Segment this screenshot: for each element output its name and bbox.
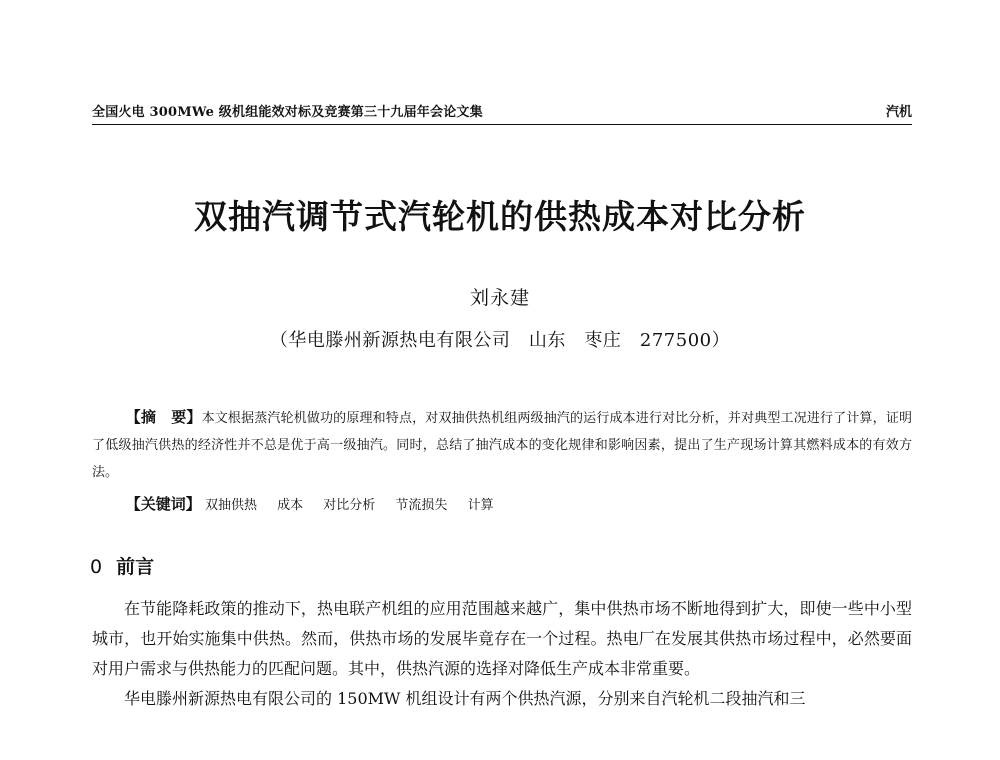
proceedings-title: 全国火电 300MWe 级机组能效对标及竞赛第三十九届年会论文集 — [92, 105, 483, 120]
section-title: 前言 — [116, 556, 155, 578]
keyword-item: 双抽供热 — [204, 498, 257, 513]
keyword-item: 节流损失 — [395, 498, 448, 513]
section-heading — [90, 552, 154, 579]
body-paragraph: 在节能降耗政策的推动下，热电联产机组的应用范围越来越广，集中供热市场不断地得到扩大，即使一些中小型城市，也开始实施集中供热。然而，供热市场的发展毕竟存在一个过程。热电厂在发展其供热市场过程中，必然要面对用户需求与供热能力的匹配问题。其中，供热汽源的选择对降低生产成本非常重要。 — [92, 599, 912, 678]
section-number: 0 — [90, 556, 103, 578]
keyword-item: 成本 — [277, 498, 304, 513]
abstract-label: 【摘 要】 — [125, 408, 202, 426]
abstract-text: 本文根据蒸汽轮机做功的原理和特点，对双抽供热机组两级抽汽的运行成本进行对比分析，并对典型工况进行了计算，证明了低级抽汽供热的经济性并不总是优于高一级抽汽。同时，总结了抽汽成本的变化规律和影响因素，提出了生产现场计算其燃料成本的有效方法。 — [92, 411, 912, 480]
body-text — [92, 594, 912, 714]
header-rule — [92, 124, 912, 125]
author-affiliation: （华电滕州新源热电有限公司 山东 枣庄 277500） — [269, 330, 731, 351]
keywords — [92, 492, 912, 518]
keywords-label: 【关键词】 — [125, 495, 201, 513]
running-header — [92, 103, 912, 123]
paper-author: 刘永建 — [469, 287, 530, 309]
section-tag: 汽机 — [885, 105, 912, 120]
body-paragraph: 华电滕州新源热电有限公司的 150MW 机组设计有两个供热汽源，分别来自汽轮机二段抽汽和三 — [124, 689, 806, 708]
paper-title: 双抽汽调节式汽轮机的供热成本对比分析 — [194, 197, 806, 236]
abstract — [92, 404, 912, 486]
keyword-item: 对比分析 — [323, 498, 376, 513]
keyword-item: 计算 — [467, 498, 494, 513]
